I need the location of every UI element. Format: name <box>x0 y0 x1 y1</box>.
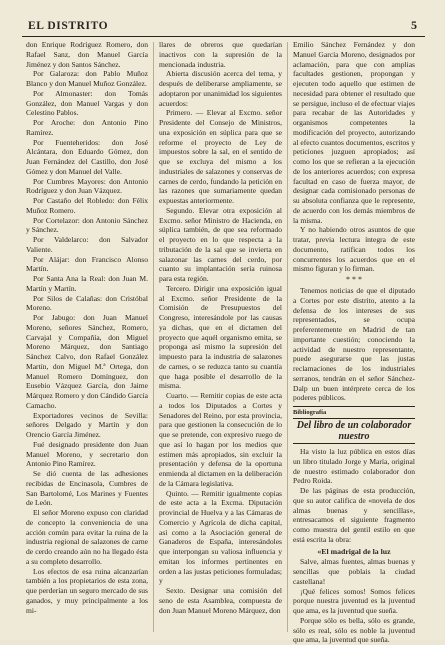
paragraph: Por Alájar: don Francisco Alonso Martín. <box>26 254 148 274</box>
paragraph: Cuarto. — Remitir copias de este acta a todos los Diputados a Cortes y Senadores del Reino, por esta provincia, para que gestionen la consecución de lo que se pretende, con expresivo ruego de que así lo hagan por los medios que estimen más apropiados, sin excluir la presentación y defensa de la oportuna enmienda al dictamen en la deliberación de la Cámara legislativa. <box>159 391 282 488</box>
column-separator <box>287 42 288 632</box>
column-3 <box>293 40 415 645</box>
paragraph: Quinto. — Remitir igualmente copias de este acta a la Excma. Diputación provincial de Huelva y a las Cámaras de Comercio y Agrícola de dicha capital, así como a la Asociación general de Ganaderos de España, interesándoles que interpongan su valiosa influencia y emitan los informes pertinentes en orden a las justas peticiones formuladas; y <box>159 488 282 586</box>
paragraph: Por Aroche: don Antonio Pino Ramírez. <box>26 118 148 137</box>
newspaper-title: EL DISTRITO <box>28 20 109 32</box>
column-1 <box>26 40 148 615</box>
paragraph: Exportadores vecinos de Sevilla: señores Delgado y Martín y don Orencio García Jiménez. <box>26 410 148 439</box>
column-separator <box>153 42 154 632</box>
paragraph: Salve, almas fuentes, almas buenas y sencillas que poblais la ciudad castellana! <box>293 557 415 586</box>
paragraph: Abierta discusión acerca del tema, y después de deliberarse ampliamente, se adoptaron por unanimidad los siguientes acuerdos: <box>159 69 282 108</box>
paragraph: Por Cumbres Mayores: don Antonio Rodríguez y don Juan Vázquez. <box>26 176 148 196</box>
bibliography-title: Del libro de un colaborador nuestro <box>293 418 415 444</box>
paragraph: Primero. — Elevar al Excmo. señor Presidente del Consejo de Ministros, una exposición en súplica para que se reforme el proyecto de Ley de impuestos sobre la sal, en el sentido de que se excluya del mismo a los industriales de salazones y conservas de carnes de cerdo, fundando la petición en las razones que sumariamente quedan expuestas anteriormente. <box>159 108 282 205</box>
poem-body <box>293 557 415 645</box>
paragraph: Tenemos noticias de que el diputado a Cortes por este distrito, atento a la defensa de los intereses de sus representados, se ocupa preferentemente en Madrid de tan importante cuestión; conociendo la actividad de nuestro representante, puede asegurarse que las justas reclamaciones de los industriales serranos, tendrán en el señor Sánchez-Dalp un buen intérprete cerca de los poderes públicos. <box>293 286 415 403</box>
page-number: 5 <box>411 18 417 32</box>
bibliography-label: Bibliografía <box>293 409 327 416</box>
paragraph: Por Castaño del Robledo: don Félix Muñoz Romero. <box>26 196 148 215</box>
paragraph: Los efectos de esa ruina alcanzarían también a los propietarios de esta zona, que perderían un seguro mercado de sus ganados, y muy principalmente a los mi- <box>26 566 148 615</box>
paragraph: Se dió cuenta de las adhesiones recibidas de Encinasola, Cumbres de San Bartolomé, Los Marines y Fuentes de León. <box>26 469 148 508</box>
section-stars: * * * <box>346 275 362 284</box>
paragraph: Emilio Sánchez Fernández y don Manuel García Moreno, designados por aclamación, para que con amplias facultades gestionen, propongan y ejecuten todo aquello que estimen de necesidad para obtener el resultado que se persigue, incluso el de efectuar viajes para recabar de las Autoridades y organismos competentes la modificación del proyecto, autorizando al efecto cuantos documentos, escritos y peticiones juzguen apropiados; así como los que se refieran a la ejecución de los anteriores acuerdos; con expresa facultad en caso de fuerza mayor, de designar cada comisionado personas de su absoluta confianza que le represente, de acuerdo con los demás miembros de la misma. <box>293 40 415 225</box>
page-header <box>22 10 425 37</box>
paragraph: Por Cortelazor: don Antonio Sánchez y Sánchez. <box>26 215 148 235</box>
paragraph: llares de obreros que quedarían inactivos con la supresión de la mencionada industria. <box>159 40 282 69</box>
paragraph: Por Fuenteheridos: don José Alcántara, don Eduardo Gómez, don Juan Fernández del Castillo, don José Gómez y don Manuel del Valle. <box>26 137 148 176</box>
paragraph: El señor Moreno expuso con claridad de concepto la conveniencia de una acción común para evitar la ruina de la industria regional de salazones de carne de cerdo creando aún no ha llegado ésta a su completo desarrollo. <box>26 508 148 566</box>
paragraph: Por Silos de Calañas: don Cristóbal Moreno. <box>26 293 148 313</box>
bibliography-body <box>293 447 415 545</box>
paragraph: Por Almonaster: don Tomás González, don Manuel Vargas y don Celestino Pablos. <box>26 88 148 118</box>
column-3-note <box>293 286 415 403</box>
paragraph: Porque sólo es bella, sólo es grande, sólo es real, sólo es noble la juventud que ama, la juventud que sueña. <box>293 615 415 645</box>
paragraph: Por Valdelarco: don Salvador Valiente. <box>26 235 148 254</box>
section-divider <box>293 406 415 407</box>
paragraph: Fué designado presidente don Juan Manuel Moreno, y secretario don Antonio Pino Ramírez. <box>26 439 148 469</box>
paragraph: Por Galaroza: don Pablo Muñoz Blanco y don Manuel Muñoz González. <box>26 69 148 88</box>
paragraph: Ha visto la luz pública en estos días un libro titulado Jorge y María, original de nuestro estimado colaborador don Pedro Roida. <box>293 447 415 486</box>
paragraph: Y no habiendo otros asuntos de que tratar, previa lectura íntegra de este documento, ratifican todos los concurrentes los acuerdos que en el mismo figuran y lo firman. <box>293 225 415 274</box>
paragraph: Tercero. Dirigir una exposición igual al Excmo. señor Presidente de la Comisión de Presupuestos del Congreso, interesándole por las causas ya dichas, que en el dictamen del proyecto que aquél organismo emita, se proponga así mismo la supresión del impuesto para la industria de salazones de carnes, o se reduzca tanto su cuantía que haga posible el desarrollo de la misma. <box>159 283 282 391</box>
paragraph: Segundo. Elevar otra exposición al Excmo. señor Ministro de Hacienda, en súplica también, de que sea reformado el proyecto en lo que respecta a la tributación de la sal que se invierta en salazonar las carnes del cerdo, por cuanto su implantación sería ruinosa para esta región. <box>159 205 282 283</box>
paragraph: Por Jabugo: don Juan Manuel Moreno, señores Sánchez, Romero, Carvajal y Compañía, don Miguel Moreno Márquez, don Santiago Sánchez Calvo, don Rafael González Martín, don Miguel M.ª Ortega, don Manuel Romero Domínguez, don Eusebio Vázquez García, don Jaime Márquez Romero y don Cándido García Camacho. <box>26 313 148 410</box>
paragraph: Por Santa Ana la Real: don Juan M. Martín y Martín. <box>26 274 148 293</box>
poem-title: «El madrigal de la luz <box>317 546 391 556</box>
paragraph: De las páginas de esta producción, que su autor califica de «novela de dos almas buenas y sencillas», entresacamos el siguiente fragmento como muestra del gentil estilo en que está escrita la obra: <box>293 486 415 544</box>
paragraph: Sexto. Designar una comisión del seno de esta Asamblea, compuesta de don Juan Manuel Moreno Márquez, don <box>159 586 282 615</box>
column-2 <box>159 40 282 615</box>
column-3-article-end <box>293 40 415 274</box>
paragraph: ¡Qué felices somos! Somos felices porque nuestra juventud es la juventud que ama, es la juventud que sueña. <box>293 586 415 615</box>
paragraph: don Enrique Rodríguez Romero, don Rafael Sanz, don Manuel García Jiménez y don Santos Sánchez. <box>26 40 148 69</box>
